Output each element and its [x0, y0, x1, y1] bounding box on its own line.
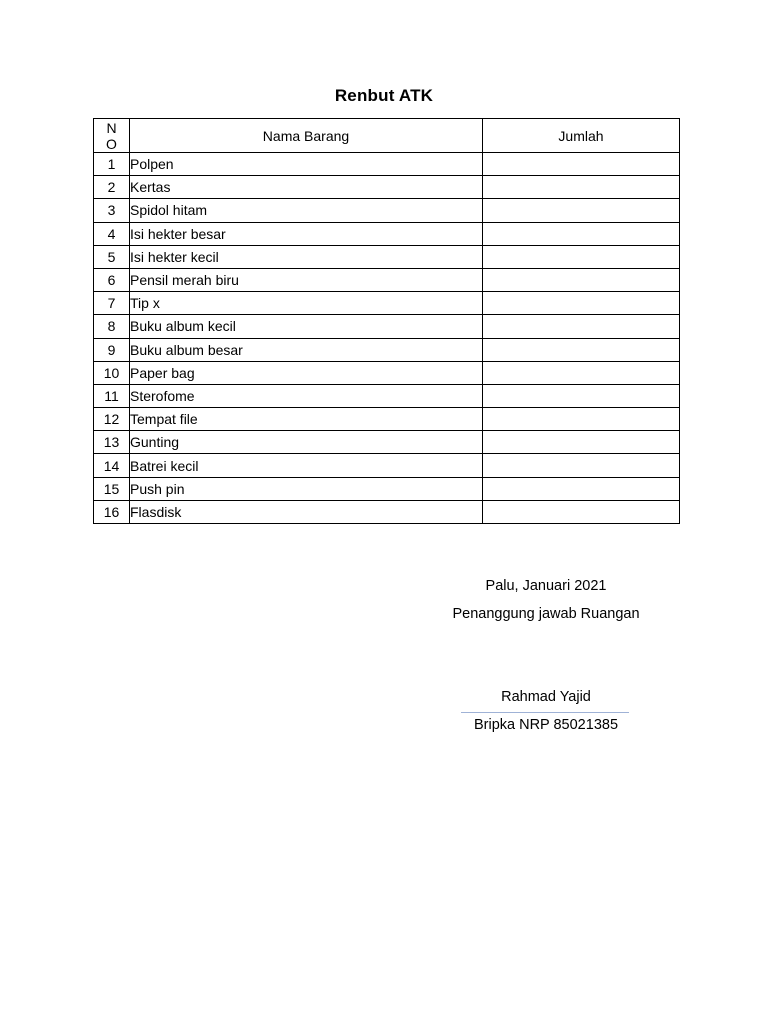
- row-quantity: [483, 500, 680, 523]
- table-row: [94, 500, 680, 523]
- row-quantity: [483, 222, 680, 245]
- row-quantity: [483, 384, 680, 407]
- row-item-name: Buku album kecil: [130, 315, 483, 338]
- table-row: [94, 361, 680, 384]
- row-number: 4: [94, 222, 130, 245]
- table-row: [94, 338, 680, 361]
- row-number: 12: [94, 408, 130, 431]
- table-row: [94, 408, 680, 431]
- row-number: 5: [94, 245, 130, 268]
- row-item-name: Isi hekter besar: [130, 222, 483, 245]
- table-body: [94, 153, 680, 524]
- row-quantity: [483, 292, 680, 315]
- row-item-name: Kertas: [130, 176, 483, 199]
- row-number: 14: [94, 454, 130, 477]
- table-row: [94, 268, 680, 291]
- row-quantity: [483, 431, 680, 454]
- row-item-name: Flasdisk: [130, 500, 483, 523]
- row-quantity: [483, 338, 680, 361]
- row-number: 11: [94, 384, 130, 407]
- row-item-name: Push pin: [130, 477, 483, 500]
- table-row: [94, 176, 680, 199]
- row-item-name: Tempat file: [130, 408, 483, 431]
- header-no: [94, 119, 130, 153]
- row-item-name: Batrei kecil: [130, 454, 483, 477]
- row-quantity: [483, 199, 680, 222]
- table-row: [94, 199, 680, 222]
- signature-role: Penanggung jawab Ruangan: [452, 606, 640, 622]
- row-number: 13: [94, 431, 130, 454]
- signature-place-date: Palu, Januari 2021: [485, 578, 607, 594]
- signature-underline: [461, 712, 629, 713]
- table-row: [94, 384, 680, 407]
- row-number: 6: [94, 268, 130, 291]
- row-quantity: [483, 454, 680, 477]
- signature-name: Rahmad Yajid: [501, 689, 591, 705]
- row-item-name: Pensil merah biru: [130, 268, 483, 291]
- table-row: [94, 454, 680, 477]
- row-number: 9: [94, 338, 130, 361]
- header-item-name: Nama Barang: [130, 119, 483, 153]
- row-number: 10: [94, 361, 130, 384]
- items-table: [93, 118, 680, 524]
- table-row: [94, 245, 680, 268]
- row-quantity: [483, 245, 680, 268]
- row-quantity: [483, 153, 680, 176]
- header-no-line1: N: [106, 119, 117, 136]
- header-quantity: Jumlah: [483, 119, 680, 153]
- row-quantity: [483, 268, 680, 291]
- header-no-line2: O: [106, 135, 117, 152]
- row-number: 2: [94, 176, 130, 199]
- row-quantity: [483, 477, 680, 500]
- row-quantity: [483, 315, 680, 338]
- row-item-name: Polpen: [130, 153, 483, 176]
- row-quantity: [483, 361, 680, 384]
- row-item-name: Buku album besar: [130, 338, 483, 361]
- table-header-row: [94, 119, 680, 153]
- signature-rank-id: Bripka NRP 85021385: [473, 717, 619, 733]
- row-number: 16: [94, 500, 130, 523]
- row-item-name: Sterofome: [130, 384, 483, 407]
- row-item-name: Gunting: [130, 431, 483, 454]
- row-item-name: Paper bag: [130, 361, 483, 384]
- row-number: 15: [94, 477, 130, 500]
- row-number: 3: [94, 199, 130, 222]
- table-row: [94, 153, 680, 176]
- table-row: [94, 431, 680, 454]
- table-row: [94, 222, 680, 245]
- table-row: [94, 477, 680, 500]
- row-quantity: [483, 408, 680, 431]
- row-number: 7: [94, 292, 130, 315]
- row-number: 1: [94, 153, 130, 176]
- table-row: [94, 292, 680, 315]
- row-item-name: Tip x: [130, 292, 483, 315]
- table-row: [94, 315, 680, 338]
- row-item-name: Spidol hitam: [130, 199, 483, 222]
- document-title: Renbut ATK: [334, 86, 434, 105]
- row-quantity: [483, 176, 680, 199]
- row-number: 8: [94, 315, 130, 338]
- row-item-name: Isi hekter kecil: [130, 245, 483, 268]
